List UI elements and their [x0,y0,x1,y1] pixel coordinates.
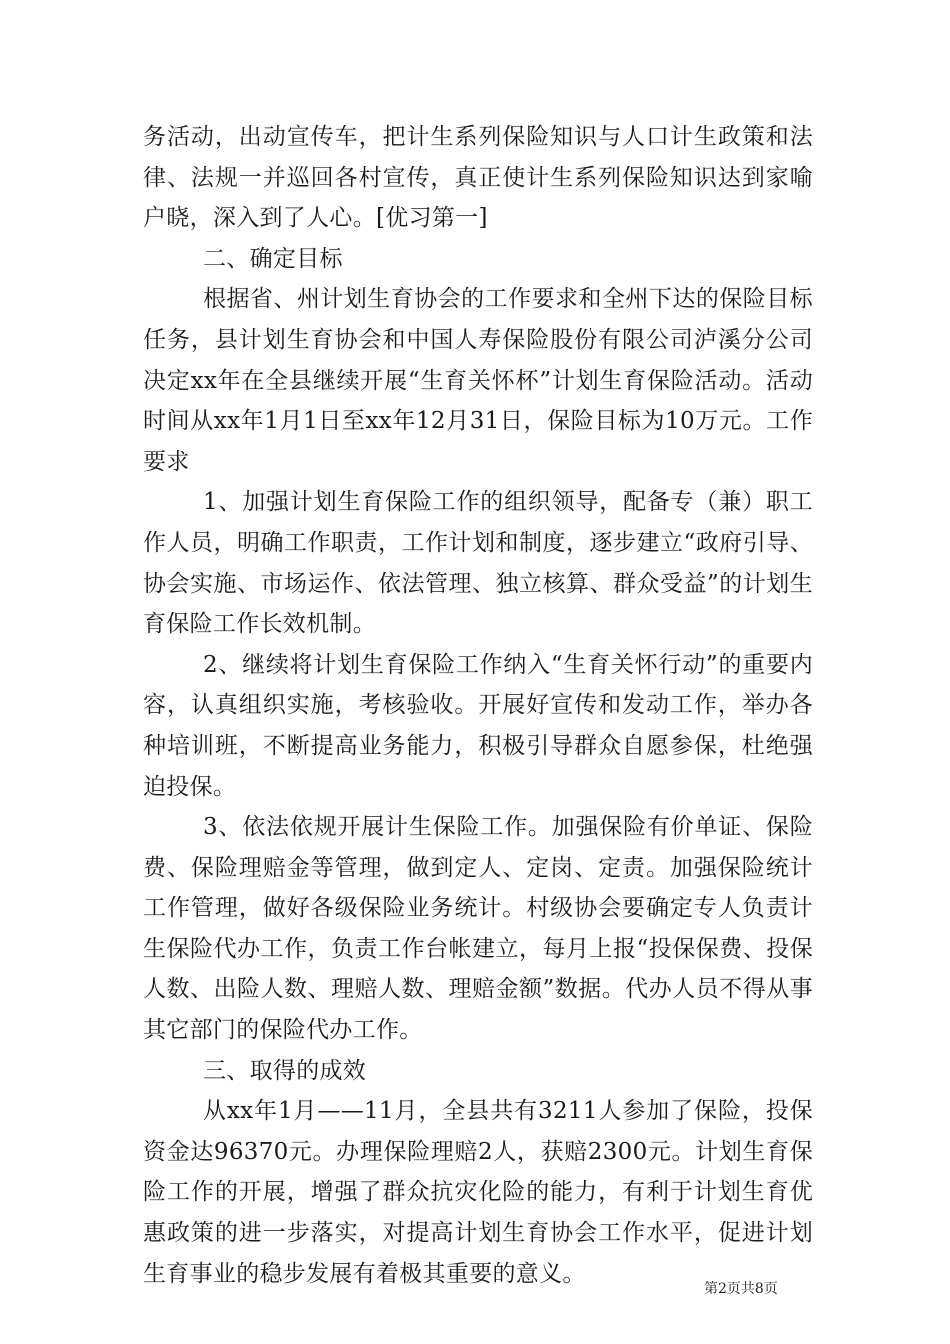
paragraph: 根据省、州计划生育协会的工作要求和全州下达的保险目标任务，县计划生育协会和中国人寿保险股份有限公司泸溪分公司决定xx年在全县继续开展“生育关怀杯”计划生育保险活动。活动时间从xx年1月1日至xx年12月31日，保险目标为10万元。工作要求 [143,286,813,475]
section-heading: 二、确定目标 [203,245,343,272]
list-item: 1、加强计划生育保险工作的组织领导，配备专（兼）职工作人员，明确工作职责，工作计划和制度，逐步建立“政府引导、协会实施、市场运作、依法管理、独立核算、群众受益”的计划生育保险工作长效机制。 [143,489,813,638]
paragraph: 从xx年1月——11月，全县共有3211人参加了保险，投保资金达96370元。办理保险理赔2人，获赔2300元。计划生育保险工作的开展，增强了群众抗灾化险的能力，有利于计划生育优惠政策的进一步落实，对提高计划生育协会工作水平，促进计划生育事业的稳步发展有着极其重要的意义。 [143,1098,813,1287]
list-item: 3、依法依规开展计生保险工作。加强保险有价单证、保险费、保险理赔金等管理，做到定人、定岗、定责。加强保险统计工作管理，做好各级保险业务统计。村级协会要确定专人负责计生保险代办工作，负责工作台帐建立，每月上报“投保保费、投保人数、出险人数、理赔人数、理赔金额”数据。代办人员不得从事其它部门的保险代办工作。 [143,814,813,1044]
page-number: 第2页共8页 [704,1281,778,1297]
list-item: 2、继续将计划生育保险工作纳入“生育关怀行动”的重要内容，认真组织实施，考核验收。开展好宣传和发动工作，举办各种培训班，不断提高业务能力，积极引导群众自愿参保，杜绝强迫投保。 [143,651,813,800]
document-body [143,117,813,1294]
paragraph: 务活动，出动宣传车，把计生系列保险知识与人口计生政策和法律、法规一并巡回各村宣传，真正使计生系列保险知识达到家喻户晓，深入到了人心。[优习第一] [143,124,813,232]
section-heading: 三、取得的成效 [203,1057,367,1084]
